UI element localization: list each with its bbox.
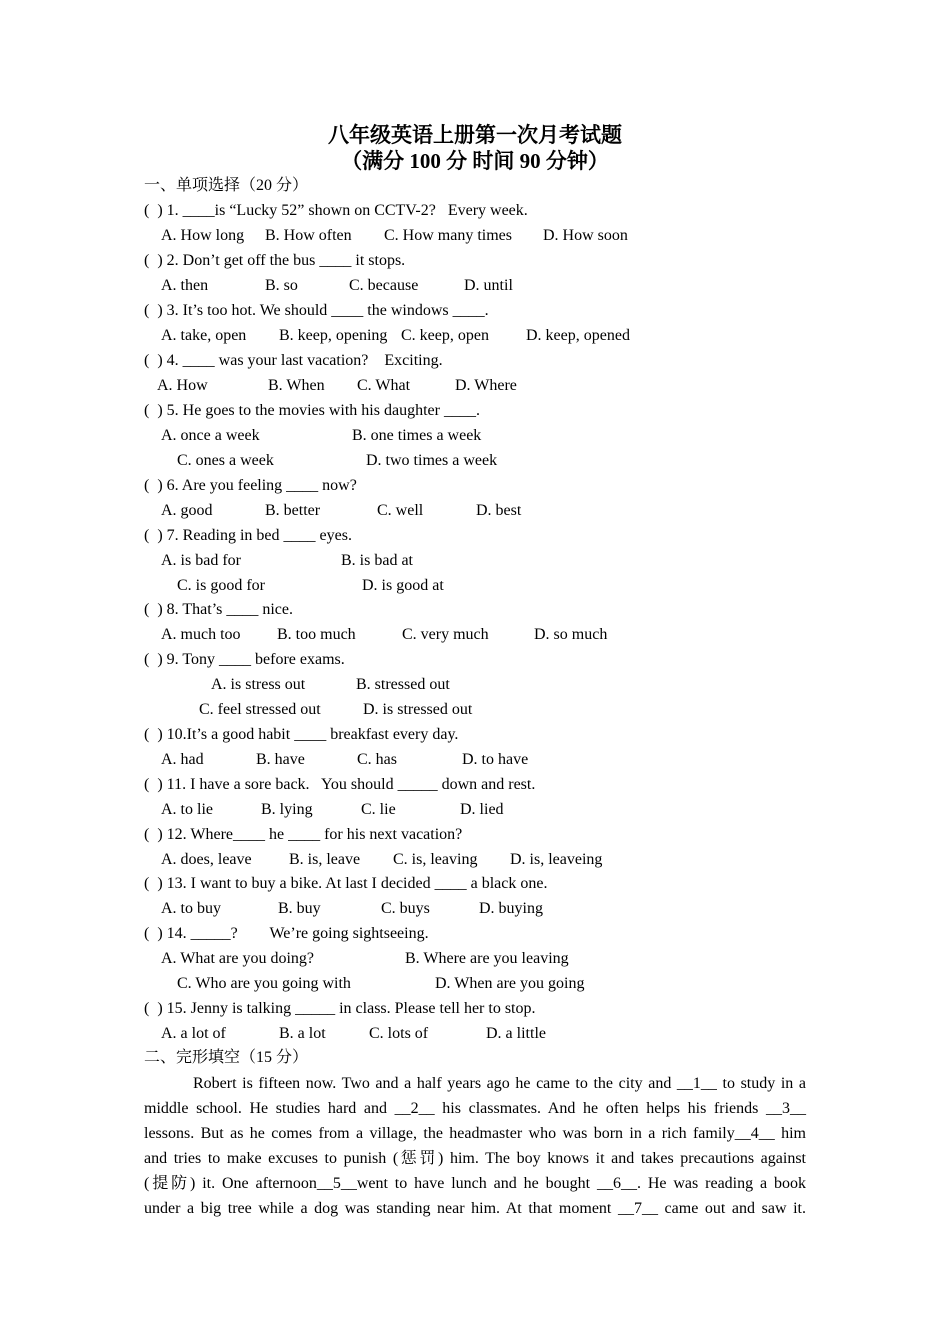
option-c: C. has [357, 751, 397, 768]
question-stem: ( ) 6. Are you feeling ____ now? [144, 477, 357, 494]
exam-subtitle: （满分 100 分 时间 90 分钟） [341, 149, 609, 173]
option-b: B. lying [261, 801, 313, 818]
option-d: D. is, leaveing [510, 851, 603, 868]
section-heading: 二、完形填空（15 分） [144, 1049, 309, 1066]
option-d: D. is stressed out [363, 701, 473, 718]
passage-line: Robert is fifteen now. Two and a half years ago he came to the city and __1__ to study in a [193, 1075, 806, 1092]
option-c: C. What [357, 377, 411, 394]
option-c: C. keep, open [401, 327, 489, 344]
option-a: A. had [161, 751, 204, 768]
question-stem: ( ) 1. ____is “Lucky 52” shown on CCTV-2? Every week. [144, 202, 528, 219]
question-stem: ( ) 2. Don’t get off the bus ____ it stops. [144, 252, 406, 269]
option-c: C. ones a week [177, 452, 274, 469]
option-a: A. What are you doing? [161, 950, 314, 967]
option-d: D. is good at [362, 577, 444, 594]
option-b: B. have [256, 751, 305, 768]
question-stem: ( ) 3. It’s too hot. We should ____ the windows ____. [144, 302, 489, 319]
option-b: B. Where are you leaving [405, 950, 569, 967]
option-a: A. once a week [161, 427, 260, 444]
question-stem: ( ) 13. I want to buy a bike. At last I decided ____ a black one. [144, 875, 548, 892]
option-c: C. very much [402, 626, 489, 643]
option-c: C. is good for [177, 577, 265, 594]
option-b: B. stressed out [356, 676, 450, 693]
question-stem: ( ) 7. Reading in bed ____ eyes. [144, 527, 352, 544]
section-heading: 一、单项选择（20 分） [144, 177, 309, 194]
question-stem: ( ) 9. Tony ____ before exams. [144, 651, 345, 668]
option-d: D. so much [534, 626, 608, 643]
option-a: A. much too [161, 626, 241, 643]
option-c: C. is, leaving [393, 851, 478, 868]
question-stem: ( ) 8. That’s ____ nice. [144, 601, 294, 618]
option-b: B. keep, opening [279, 327, 388, 344]
option-a: A. How long [161, 227, 245, 244]
option-c: C. well [377, 502, 424, 519]
option-a: A. How [157, 377, 208, 394]
option-b: B. buy [278, 900, 321, 917]
option-b: B. When [268, 377, 325, 394]
option-d: D. How soon [543, 227, 628, 244]
option-a: A. to lie [161, 801, 213, 818]
option-c: C. lots of [369, 1025, 429, 1042]
option-a: A. a lot of [161, 1025, 226, 1042]
option-d: D. best [476, 502, 522, 519]
option-d: D. When are you going [435, 975, 585, 992]
passage-line: (提防) it. One afternoon__5__went to have lunch and he bought __6__. He was reading a book [144, 1175, 806, 1192]
option-d: D. Where [455, 377, 517, 394]
option-a: A. is stress out [211, 676, 306, 693]
cloze-passage [144, 1071, 806, 1221]
question-stem: ( ) 15. Jenny is talking _____ in class. Please tell her to stop. [144, 1000, 536, 1017]
option-b: B. is, leave [289, 851, 361, 868]
option-d: D. keep, opened [526, 327, 630, 344]
passage-line: lessons. But as he comes from a village, the headmaster who was born in a rich family__4__ him [144, 1125, 806, 1142]
question-stem: ( ) 5. He goes to the movies with his daughter ____. [144, 402, 480, 419]
passage-line: under a big tree while a dog was standing near him. At that moment __7__ came out and saw it. [144, 1200, 806, 1217]
option-c: C. lie [361, 801, 396, 818]
passage-line: middle school. He studies hard and __2__ his classmates. And he often helps his friends __3__ [144, 1100, 806, 1117]
question-stem: ( ) 4. ____ was your last vacation? Exciting. [144, 352, 443, 369]
question-stem: ( ) 10.It’s a good habit ____ breakfast every day. [144, 726, 459, 743]
option-a: A. does, leave [161, 851, 252, 868]
option-a: A. is bad for [161, 552, 241, 569]
option-c: C. feel stressed out [199, 701, 321, 718]
option-d: D. until [464, 277, 513, 294]
option-a: A. good [161, 502, 213, 519]
option-c: C. because [349, 277, 419, 294]
option-d: D. a little [486, 1025, 546, 1042]
option-d: D. to have [462, 751, 529, 768]
option-d: D. lied [460, 801, 504, 818]
question-stem: ( ) 12. Where____ he ____ for his next vacation? [144, 826, 463, 843]
option-b: B. is bad at [341, 552, 413, 569]
option-d: D. buying [479, 900, 543, 917]
option-c: C. How many times [384, 227, 512, 244]
option-b: B. better [265, 502, 321, 519]
option-d: D. two times a week [366, 452, 498, 469]
question-stem: ( ) 11. I have a sore back. You should _____ down and rest. [144, 776, 536, 793]
exam-title: 八年级英语上册第一次月考试题 [328, 123, 622, 147]
question-stem: ( ) 14. _____? We’re going sightseeing. [144, 925, 429, 942]
option-a: A. then [161, 277, 209, 294]
option-a: A. take, open [161, 327, 247, 344]
option-b: B. so [265, 277, 298, 294]
option-b: B. a lot [279, 1025, 326, 1042]
option-a: A. to buy [161, 900, 221, 917]
option-b: B. one times a week [352, 427, 482, 444]
option-c: C. Who are you going with [177, 975, 351, 992]
option-c: C. buys [381, 900, 430, 917]
option-b: B. too much [277, 626, 356, 643]
option-b: B. How often [265, 227, 352, 244]
passage-line: and tries to make excuses to punish (惩罚) him. The boy knows it and takes precautions against [144, 1150, 806, 1167]
